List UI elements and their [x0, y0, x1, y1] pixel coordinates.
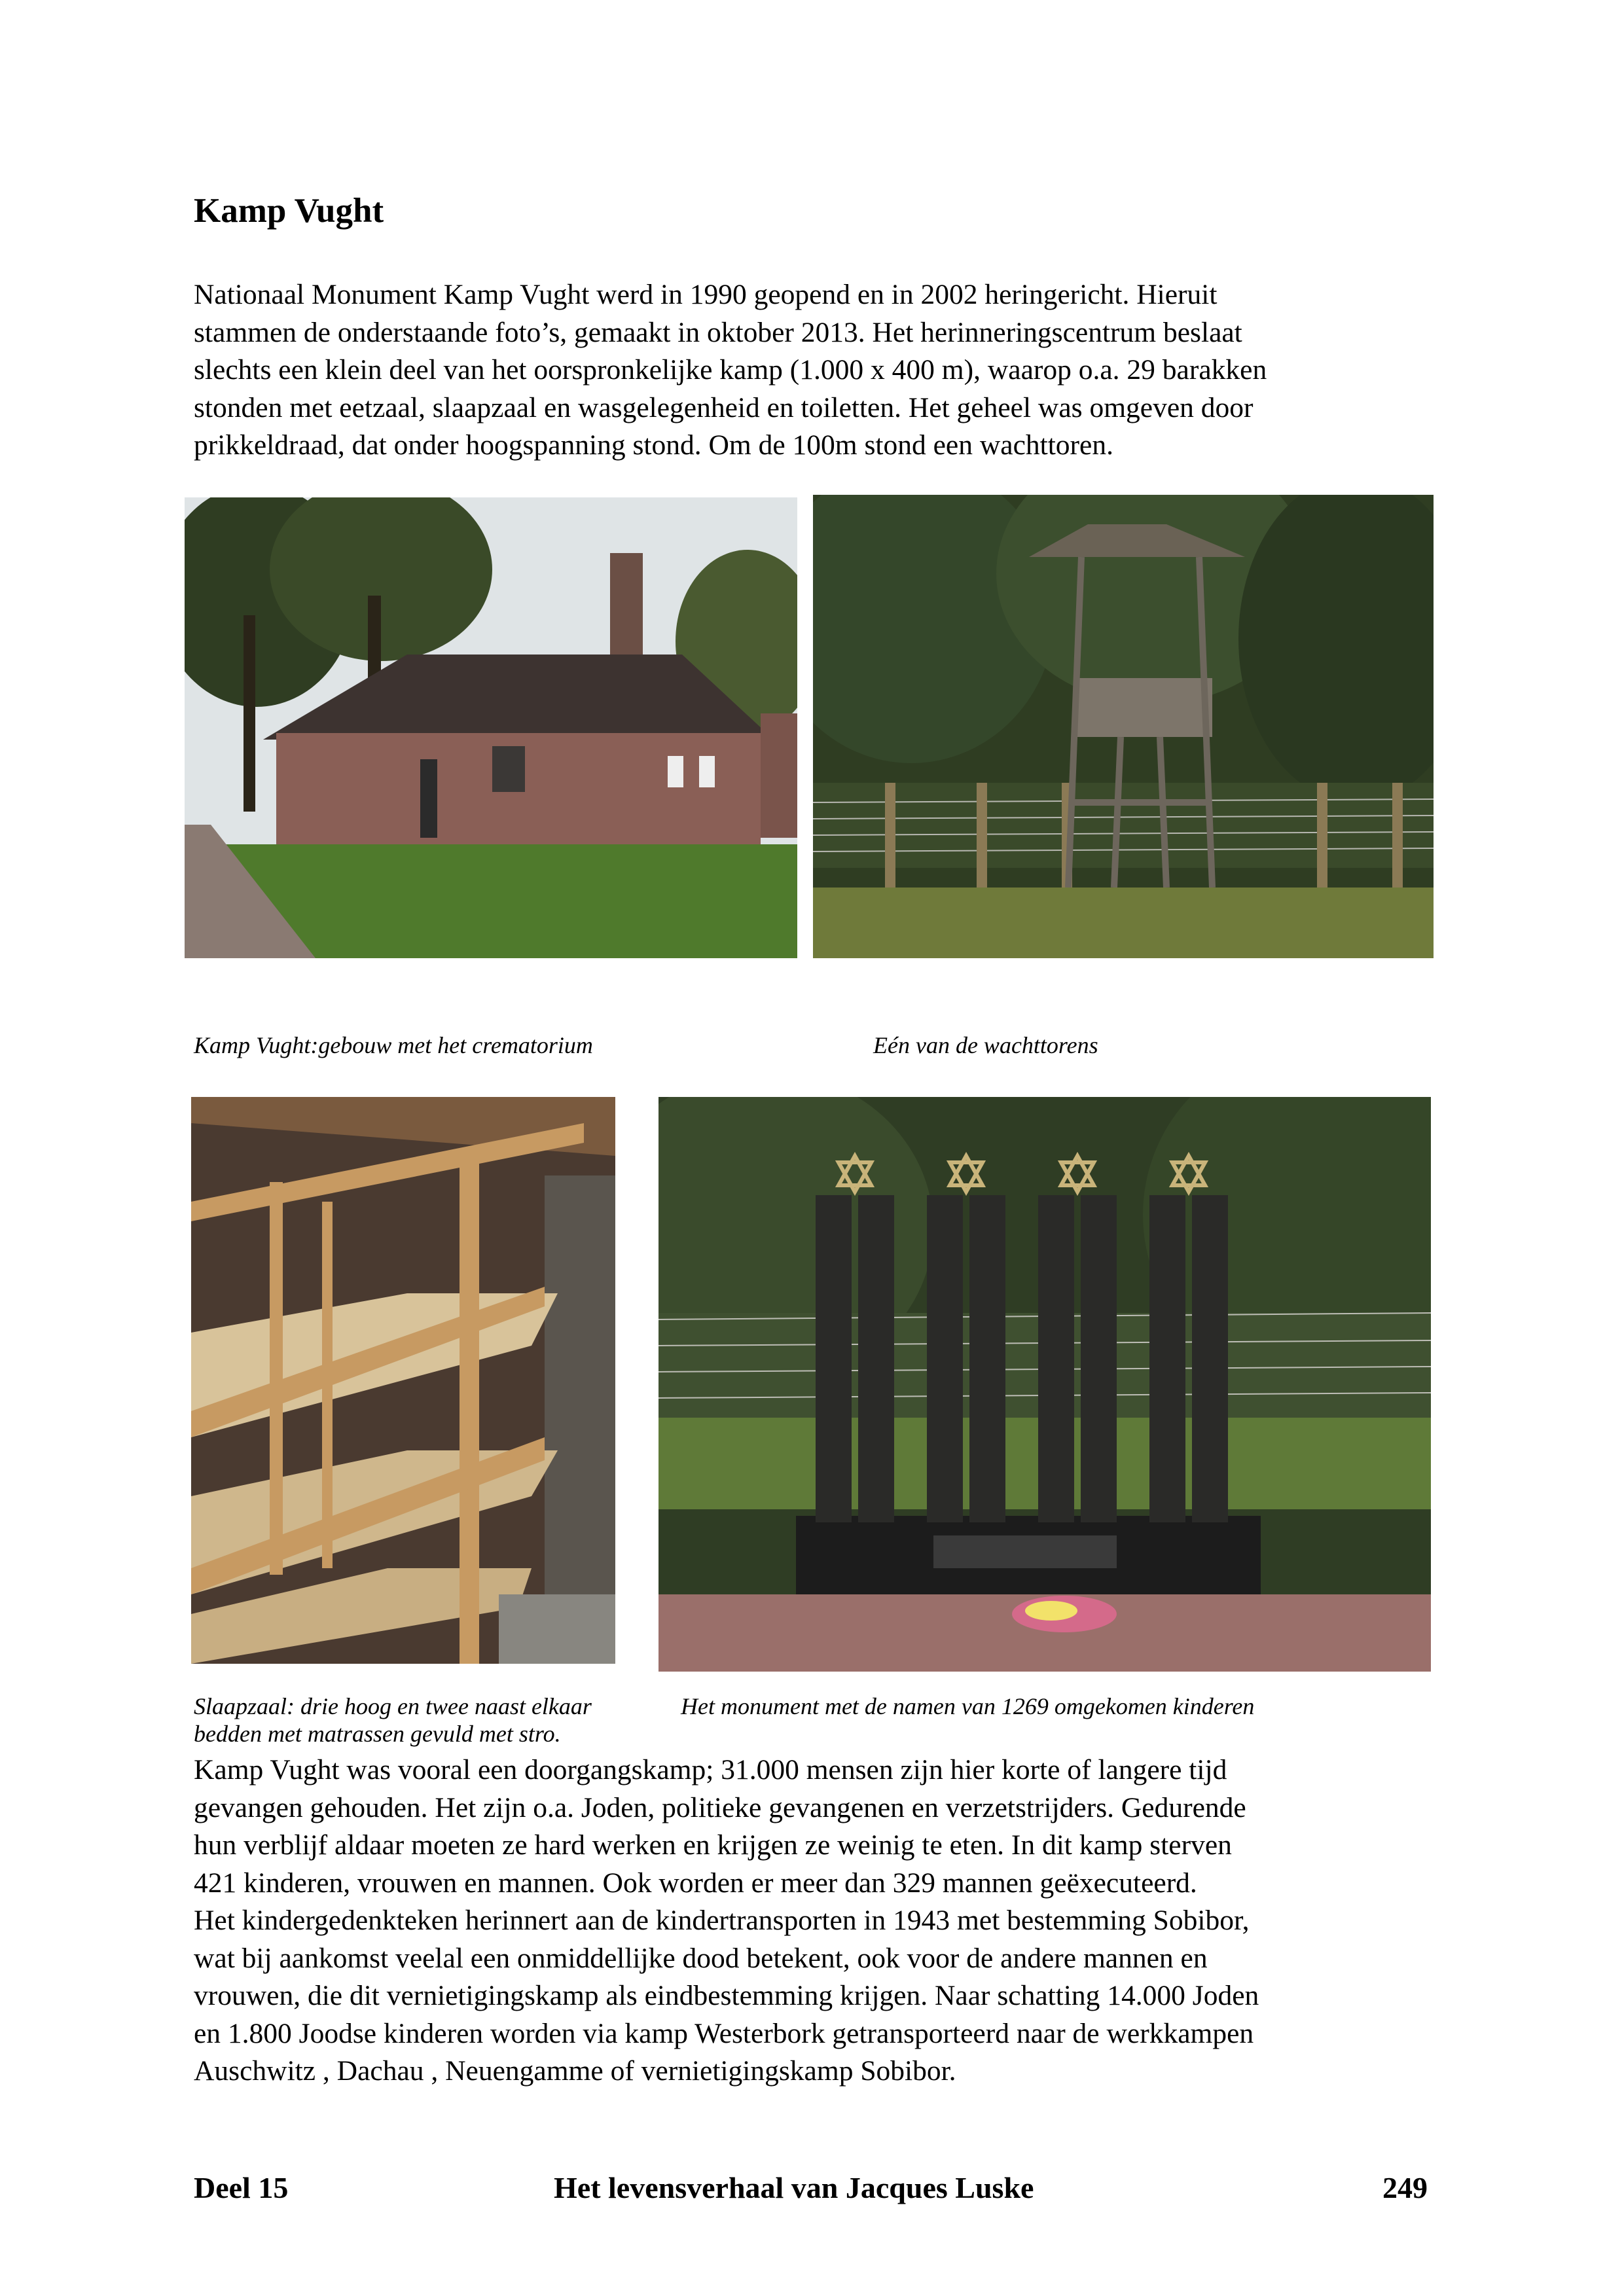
body-line: Kamp Vught was vooral een doorgangskamp; 31.000 mensen zijn hier korte of langere tijd: [194, 1754, 1227, 1785]
body-line: Auschwitz , Dachau , Neuengamme of vernietigingskamp Sobibor.: [194, 2055, 956, 2087]
body-line: 421 kinderen, vrouwen en mannen. Ook worden er meer dan 329 mannen geëxecuteerd.: [194, 1867, 1197, 1899]
body-line: wat bij aankomst veelal een onmiddellijke dood betekent, ook voor de andere mannen en: [194, 1942, 1208, 1974]
dormitory-caption-line2: bedden met matrassen gevuld met stro.: [194, 1721, 561, 1747]
intro-line: prikkeldraad, dat onder hoogspanning stond. Om de 100m stond een wachttoren.: [194, 429, 1113, 461]
monument-photo: [659, 1097, 1431, 1672]
crematorium-photo: [185, 497, 797, 958]
watchtower-caption: Eén van de wachttorens: [873, 1032, 1098, 1058]
intro-line: slechts een klein deel van het oorspronkelijke kamp (1.000 x 400 m), waarop o.a. 29 barakken: [194, 354, 1267, 386]
footer-part: Deel 15: [194, 2171, 289, 2204]
intro-paragraph: [194, 276, 1457, 465]
body-line: en 1.800 Joodse kinderen worden via kamp Westerbork getransporteerd naar de werkkampen: [194, 2017, 1254, 2049]
page-number: 249: [1382, 2171, 1428, 2204]
body-paragraph: [194, 1751, 1457, 2090]
intro-line: stammen de onderstaande foto’s, gemaakt in oktober 2013. Het herinneringscentrum beslaat: [194, 316, 1242, 348]
body-line: Het kindergedenkteken herinnert aan de kindertransporten in 1943 met bestemming Sobibor,: [194, 1905, 1250, 1936]
footer-book-title: Het levensverhaal van Jacques Luske: [554, 2171, 1034, 2204]
dormitory-caption-line1: Slaapzaal: drie hoog en twee naast elkaar: [194, 1693, 592, 1719]
page-title: Kamp Vught: [194, 192, 384, 230]
dormitory-photo: [191, 1097, 615, 1664]
body-line: hun verblijf aldaar moeten ze hard werken en krijgen ze weinig te eten. In dit kamp sterven: [194, 1829, 1232, 1861]
body-line: vrouwen, die dit vernietigingskamp als eindbestemming krijgen. Naar schatting 14.000 Joden: [194, 1980, 1259, 2011]
watchtower-photo: [813, 495, 1434, 958]
intro-line: Nationaal Monument Kamp Vught werd in 1990 geopend en in 2002 heringericht. Hieruit: [194, 279, 1218, 310]
monument-caption: Het monument met de namen van 1269 omgekomen kinderen: [681, 1693, 1255, 1719]
body-line: gevangen gehouden. Het zijn o.a. Joden, politieke gevangenen en verzetstrijders. Gedurende: [194, 1791, 1246, 1823]
crematorium-caption: Kamp Vught:gebouw met het crematorium: [194, 1032, 593, 1058]
intro-line: stonden met eetzaal, slaapzaal en wasgelegenheid en toiletten. Het geheel was omgeven door: [194, 391, 1254, 423]
